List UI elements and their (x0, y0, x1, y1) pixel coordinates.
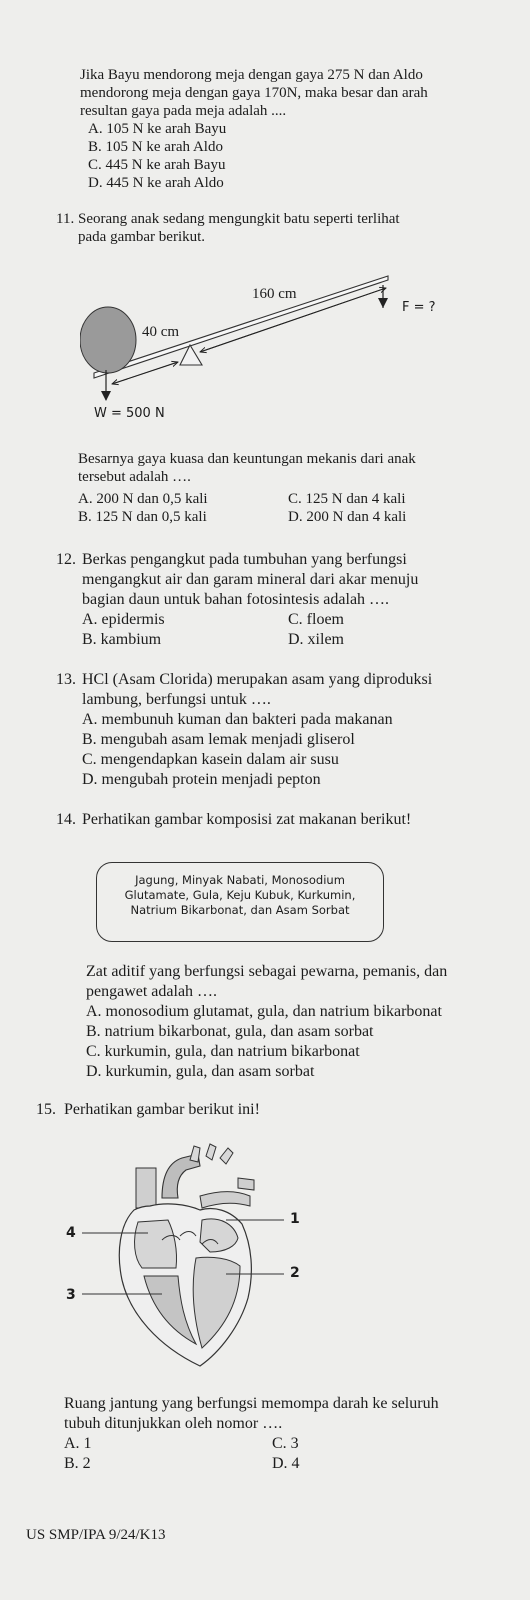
q12-option-b[interactable]: B. kambium (82, 631, 162, 648)
label-short-arm: 40 cm (142, 324, 180, 340)
q12-stem-line: mengangkut air dan garam mineral dari akar menuju (82, 571, 419, 588)
q10-option-d[interactable]: D. 445 N ke arah Aldo (88, 175, 224, 191)
q10-option-b[interactable]: B. 105 N ke arah Aldo (88, 139, 223, 155)
composition-line: Jagung, Minyak Nabati, Monosodium (135, 873, 345, 887)
q13-option-d[interactable]: D. mengubah protein menjadi pepton (82, 771, 321, 788)
q13-option-b[interactable]: B. mengubah asam lemak menjadi gliserol (82, 731, 355, 748)
q10-stem-line: mendorong meja dengan gaya 170N, maka besar dan arah (80, 85, 428, 101)
q14-option-b[interactable]: B. natrium bikarbonat, gula, dan asam sorbat (86, 1023, 374, 1040)
label-force: F = ? (402, 300, 436, 315)
label-weight: W = 500 N (94, 406, 165, 421)
q11-stem-line: Seorang anak sedang mengungkit batu seperti terlihat (78, 211, 400, 227)
q13-number: 13. (56, 671, 76, 688)
label-long-arm: 160 cm (252, 286, 297, 302)
composition-line: Natrium Bikarbonat, dan Asam Sorbat (130, 903, 350, 917)
food-composition-box (96, 862, 384, 942)
q14-number: 14. (56, 811, 76, 828)
q13-option-a[interactable]: A. membunuh kuman dan bakteri pada makanan (82, 711, 393, 728)
q11-question-line: tersebut adalah …. (78, 469, 191, 485)
q13-option-c[interactable]: C. mengendapkan kasein dalam air susu (82, 751, 339, 768)
composition-line: Glutamate, Gula, Keju Kubuk, Kurkumin, (124, 888, 356, 902)
q13-stem-line: HCl (Asam Clorida) merupakan asam yang diproduksi (82, 671, 433, 688)
q12-stem-line: bagian daun untuk bahan fotosintesis adalah …. (82, 591, 390, 608)
q10-option-a[interactable]: A. 105 N ke arah Bayu (88, 121, 227, 137)
q15-option-c[interactable]: C. 3 (272, 1435, 299, 1452)
q11-option-b[interactable]: B. 125 N dan 0,5 kali (78, 509, 207, 525)
q15-option-d[interactable]: D. 4 (272, 1455, 300, 1472)
q10-stem-line: Jika Bayu mendorong meja dengan gaya 275 N dan Aldo (80, 67, 423, 83)
q12-stem-line: Berkas pengangkut pada tumbuhan yang berfungsi (82, 551, 407, 568)
q14-option-a[interactable]: A. monosodium glutamat, gula, dan natrium bikarbonat (86, 1003, 442, 1020)
q10-option-c[interactable]: C. 445 N ke arah Bayu (88, 157, 226, 173)
q14-question-line: Zat aditif yang berfungsi sebagai pewarna, pemanis, dan (86, 963, 448, 980)
q12-number: 12. (56, 551, 76, 568)
q15-option-a[interactable]: A. 1 (64, 1435, 92, 1452)
page-footer: US SMP/IPA 9/24/K13 (26, 1527, 166, 1543)
q10-stem-line: resultan gaya pada meja adalah .... (80, 103, 287, 119)
heart-label-3: 3 (66, 1287, 76, 1303)
heart-label-4: 4 (66, 1225, 76, 1241)
heart-diagram (50, 1140, 310, 1376)
q12-option-c[interactable]: C. floem (288, 611, 344, 628)
q14-option-c[interactable]: C. kurkumin, gula, dan natrium bikarbonat (86, 1043, 360, 1060)
q11-question-line: Besarnya gaya kuasa dan keuntungan mekanis dari anak (78, 451, 416, 467)
q12-option-d[interactable]: D. xilem (288, 631, 344, 648)
q12-option-a[interactable]: A. epidermis (82, 611, 165, 628)
q14-stem: Perhatikan gambar komposisi zat makanan berikut! (82, 811, 412, 828)
q15-question-line: Ruang jantung yang berfungsi memompa darah ke seluruh (64, 1395, 439, 1412)
q11-option-a[interactable]: A. 200 N dan 0,5 kali (78, 491, 208, 507)
heart-label-1: 1 (290, 1211, 300, 1227)
q11-option-d[interactable]: D. 200 N dan 4 kali (288, 509, 407, 525)
heart-label-2: 2 (290, 1265, 300, 1281)
q11-number: 11. (56, 211, 75, 227)
lever-bar (94, 276, 388, 378)
q15-option-b[interactable]: B. 2 (64, 1455, 91, 1472)
q13-stem-line: lambung, berfungsi untuk …. (82, 691, 271, 708)
q15-stem: Perhatikan gambar berikut ini! (64, 1101, 260, 1118)
q11-option-c[interactable]: C. 125 N dan 4 kali (288, 491, 406, 507)
q15-question-line: tubuh ditunjukkan oleh nomor …. (64, 1415, 283, 1432)
q11-stem-line: pada gambar berikut. (78, 229, 206, 245)
q14-option-d[interactable]: D. kurkumin, gula, dan asam sorbat (86, 1063, 315, 1080)
q15-number: 15. (36, 1101, 56, 1118)
stone (80, 307, 136, 373)
q14-question-line: pengawet adalah …. (86, 983, 218, 1000)
